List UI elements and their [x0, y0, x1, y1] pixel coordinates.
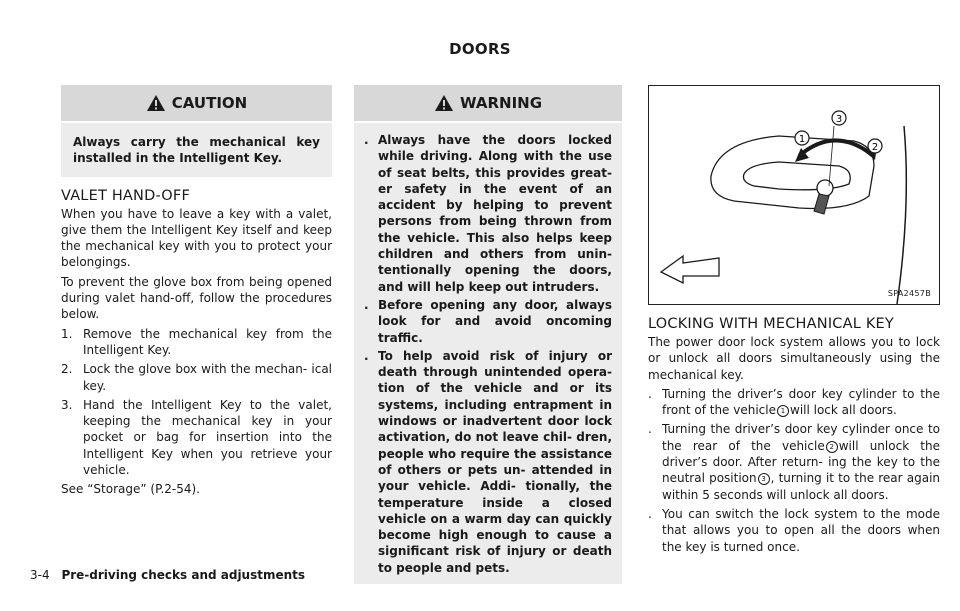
figure-code: SPA2457B	[887, 289, 931, 298]
column-middle	[354, 85, 622, 584]
locking-bullet-text	[662, 386, 940, 419]
circled-number: 1	[777, 405, 789, 417]
warning-box	[354, 123, 622, 584]
caution-title: CAUTION	[171, 94, 248, 112]
bullet-dot: .	[648, 506, 652, 521]
valet-heading: VALET HAND-OFF	[61, 187, 190, 204]
callout-2: 2	[871, 142, 879, 153]
locking-heading: LOCKING WITH MECHANICAL KEY	[648, 316, 894, 332]
page-number: 3-4	[30, 568, 50, 582]
warning-bullet-text: To help avoid risk of injury or death through unintended opera- tion of the vehicle and or its systems, including entrapment in windows or inadvertent door lock activation, do not leave chil- dren, people who require the assistance of others or pets un- attended in your vehicle. Addi- tionally, the temperature inside a closed vehicle on a warm day can quickly become high enough to cause a significant risk of injury or death to people and pets.	[378, 348, 612, 575]
locking-bullet	[648, 506, 940, 555]
locking-bullet-text: You can switch the lock system to the mode that allows you to open all the doors when the key is turned once.	[662, 506, 940, 554]
warning-bullet	[364, 132, 612, 295]
page-footer	[30, 568, 305, 582]
bullet-dot: .	[648, 422, 652, 437]
warning-bullet	[364, 297, 612, 346]
warning-title: WARNING	[459, 94, 543, 112]
text-part: will lock all doors.	[790, 403, 897, 418]
valet-step	[61, 326, 332, 359]
warning-bullet	[364, 348, 612, 576]
bullet-dot: .	[364, 348, 369, 363]
step-text: Lock the glove box with the mechan- ical key.	[83, 362, 332, 393]
column-left	[61, 85, 332, 501]
locking-bullet	[648, 421, 940, 502]
step-text: Hand the Intelligent Key to the valet, keeping the mechanical key in your pocket or bag for insertion into the Intelligent Key when you retrieve your vehicle.	[83, 397, 332, 478]
bullet-dot: .	[648, 386, 652, 401]
warning-title-bar	[354, 85, 622, 121]
locking-intro: The power door lock system allows you to lock or unlock all doors simultaneously using the mechanical key.	[648, 335, 940, 382]
valet-para-1: When you have to leave a key with a valet, give them the Intelligent Key itself and keep the mechanical key with you to protect your belongings.	[61, 206, 332, 270]
callout-3: 3	[835, 114, 843, 125]
valet-step	[61, 397, 332, 478]
step-number: 1.	[61, 326, 73, 341]
warning-bullet-text: Always have the doors locked while driving. Along with the use of seat belts, this provides great- er safety in the event of an accident by helping to prevent persons from being thrown from the vehicle. This also helps keep children and others from unin- tentionally opening the doors, and will help keep out intruders.	[378, 133, 612, 294]
warning-bullet-text: Before opening any door, always look for and avoid oncoming traffic.	[378, 297, 612, 345]
step-number: 3.	[61, 397, 73, 412]
text-part: will unlock the driver’s door. After return- ing the key to the neutral position	[662, 438, 940, 486]
locking-bullet	[648, 386, 940, 419]
bullet-dot: .	[364, 297, 369, 312]
door-handle-illustration	[649, 86, 939, 304]
text-part: Turning the driver’s door key cylinder once to the rear of the vehicle	[662, 422, 940, 453]
circled-number: 3	[758, 473, 770, 485]
see-reference: See “Storage” (P.2-54).	[61, 482, 200, 497]
callout-1: 1	[798, 134, 806, 145]
valet-para-2: To prevent the glove box from being opened during valet hand-off, follow the procedures below.	[61, 274, 332, 322]
door-handle-figure	[648, 85, 940, 305]
caution-text: Always carry the mechanical key installed in the Intelligent Key.	[73, 135, 320, 166]
text-part: , turning it to the rear again within 5 seconds will unlock all doors.	[662, 471, 941, 502]
page-header: DOORS	[449, 40, 511, 58]
bullet-dot: .	[364, 133, 369, 147]
caution-box	[61, 123, 332, 177]
warning-triangle-icon	[434, 94, 454, 112]
step-number: 2.	[61, 362, 73, 377]
text-part: Turning the driver’s door key cylinder to the front of the vehicle	[662, 386, 940, 418]
step-text: Remove the mechanical key from the Intelligent Key.	[83, 326, 332, 357]
warning-triangle-icon	[146, 94, 166, 112]
locking-bullet-text	[662, 421, 940, 502]
valet-step	[61, 361, 332, 394]
footer-section-title: Pre-driving checks and adjustments	[61, 568, 306, 582]
column-right	[648, 85, 940, 558]
caution-title-bar	[61, 85, 332, 121]
circled-number: 2	[826, 441, 838, 453]
